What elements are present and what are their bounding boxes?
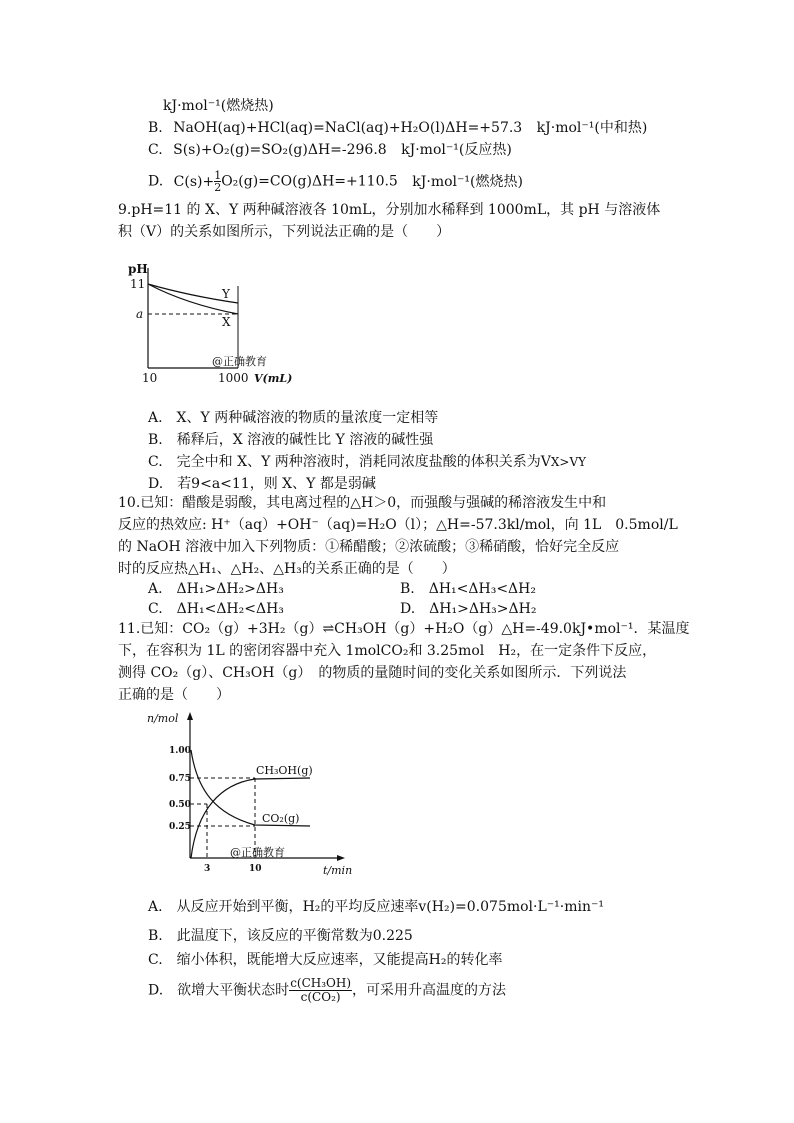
- q10-option-b: B. ΔH₁<ΔH₃<ΔH₂: [400, 581, 536, 597]
- q8-option-d-unit: kJ·mol⁻¹(燃烧热): [412, 173, 523, 190]
- q9-option-d: D. 若9<a<11，则 X、Y 都是弱碱: [148, 476, 376, 492]
- q11-option-d-tail: ，可采用升高温度的方法: [352, 982, 507, 999]
- q11-option-d: [148, 977, 506, 1004]
- q8-option-d-equation-post: O₂(g)=CO(g)ΔH=+110.5: [221, 173, 398, 190]
- q9-stem-line1: 9.pH=11 的 X、Y 两种碱溶液各 10mL，分别加水稀释到 1000mL，其 pH 与溶液体: [118, 202, 661, 218]
- fraction-denominator: 2: [214, 181, 222, 194]
- tick-100: 1.00: [169, 746, 191, 756]
- watermark: @正确教育: [230, 846, 285, 859]
- y-axis-arrow: [187, 712, 193, 720]
- q8-option-b-equation: NaOH(aq)+HCl(aq)=NaCl(aq)+H₂O(l)ΔH=+57.3: [173, 120, 523, 136]
- x-axis-arrow: [337, 855, 345, 861]
- q10-stem-line1: 10.已知：醋酸是弱酸，其电离过程的△H＞0，而强酸与强碱的稀溶液发生中和: [118, 495, 607, 511]
- tick-1000: 1000: [218, 371, 249, 385]
- q10-option-d: D. ΔH₁>ΔH₃>ΔH₂: [400, 601, 537, 617]
- q8-option-d-equation-pre: C(s)+: [173, 173, 215, 190]
- tick-t10: 10: [249, 864, 262, 874]
- q8-option-d: [148, 170, 523, 193]
- q9-option-c-text: C. 完全中和 X、Y 两种溶液时，消耗同浓度盐酸的体积关系为V: [148, 454, 551, 470]
- q11-mol-graph: [145, 708, 365, 878]
- tick-11: 11: [130, 277, 146, 291]
- q11-option-c: C. 缩小体积，既能增大反应速率，又能提高H₂的转化率: [148, 952, 503, 968]
- ph-axis-label: pH: [128, 262, 148, 276]
- q8-option-d-label: D.: [148, 173, 164, 190]
- fraction-denominator: c(CO₂): [300, 990, 341, 1004]
- tick-025: 0.25: [169, 822, 191, 832]
- q8-option-b-unit: kJ·mol⁻¹(中和热): [536, 120, 648, 136]
- q8-option-c-equation: S(s)+O₂(g)=SO₂(g)ΔH=-296.8: [173, 142, 387, 158]
- label-ch3oh: CH₃OH(g): [256, 764, 313, 777]
- tick-t3: 3: [204, 864, 211, 874]
- q10-option-c: C. ΔH₁<ΔH₂<ΔH₃: [148, 601, 284, 617]
- tick-050: 0.50: [169, 800, 191, 810]
- q10-stem-line2: 反应的热效应: H⁺（aq）+OH⁻（aq)=H₂O（l）；△H=-57.3kl/mol，向 1L 0.5mol/L: [118, 517, 678, 533]
- q8-option-c-label: C.: [148, 142, 163, 158]
- q10-option-a: A. ΔH₁>ΔH₂>ΔH₃: [148, 581, 284, 597]
- tick-075: 0.75: [169, 774, 191, 784]
- q11-option-a-formula: H₂的平均反应速率v(H₂)=0.075mol·L⁻¹·min⁻¹: [302, 899, 604, 915]
- label-co2: CO₂(g): [262, 812, 300, 825]
- q11-option-a-text: A. 从反应开始到平衡，: [148, 899, 303, 915]
- q9-option-c: [148, 453, 586, 471]
- label-y: Y: [222, 287, 230, 301]
- q11-stem-line1: 11.已知：CO₂（g）+3H₂（g）⇌CH₃OH（g）+H₂O（g）△H=-49.0kJ•mol⁻¹．某温度: [118, 621, 690, 637]
- tick-10: 10: [142, 371, 158, 385]
- q11-option-d-text: D. 欲增大平衡状态时: [148, 982, 290, 999]
- watermark: @正确教育: [212, 355, 267, 368]
- q8-option-c: [148, 141, 512, 159]
- label-x: X: [222, 315, 231, 329]
- q11-option-a: [148, 898, 604, 916]
- q11-option-b: B. 此温度下，该反应的平衡常数为0.225: [148, 928, 413, 944]
- q11-stem-line2: 下，在容积为 1L 的密闭容器中充入 1molCO₂和 3.25mol H₂，在一定条件下反应，: [118, 643, 657, 659]
- x-axis-label: V(mL): [254, 372, 293, 385]
- q11-stem-line3: 测得 CO₂（g）、CH₃OH（g） 的物质的量随时间的变化关系如图所示．下列说法: [118, 665, 627, 681]
- q9-ph-graph: [120, 258, 293, 388]
- fraction-numerator: 1: [214, 169, 222, 182]
- n-axis-label: n/mol: [147, 712, 179, 725]
- fraction-numerator: c(CH₃OH): [290, 976, 352, 990]
- q10-stem-line3: 的 NaOH 溶液中加入下列物质：①稀醋酸；②浓硫酸；③稀硝酸，恰好完全反应: [118, 539, 620, 555]
- q9-option-a: A. X、Y 两种碱溶液的物质的量浓度一定相等: [148, 410, 439, 426]
- q9-stem-line2: 积（V）的关系如图所示，下列说法正确的是（ ）: [118, 224, 451, 240]
- q8-option-c-unit: kJ·mol⁻¹(反应热): [401, 142, 512, 158]
- q8-option-b: [148, 119, 647, 137]
- q8-option-b-label: B.: [148, 120, 163, 136]
- q11-option-d-fraction: [289, 977, 352, 1004]
- q8-option-a-tail: kJ·mol⁻¹(燃烧热): [163, 98, 274, 114]
- tick-a: a: [136, 307, 144, 321]
- q10-stem-line4: 时的反应热△H₁、△H₂、△H₃的关系正确的是（ ）: [118, 561, 456, 577]
- t-axis-label: t/min: [323, 864, 353, 877]
- q11-stem-line4: 正确的是（ ）: [118, 687, 230, 703]
- q9-option-b: B. 稀释后，X 溶液的碱性比 Y 溶液的碱性强: [148, 432, 434, 448]
- q9-option-c-relation: X>VY: [550, 455, 587, 469]
